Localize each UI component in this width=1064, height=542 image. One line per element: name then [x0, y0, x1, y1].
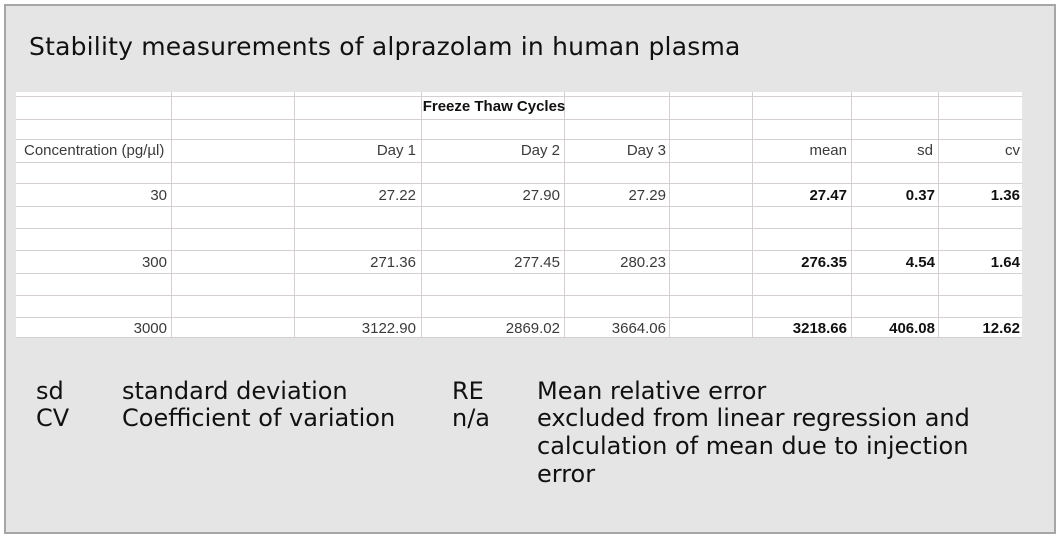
table-cell-day2: 2869.02 — [505, 320, 560, 337]
grid-line — [16, 273, 1022, 274]
grid-line — [16, 206, 1022, 207]
grid-line — [16, 317, 1022, 318]
column-header-sd: sd — [917, 142, 933, 159]
column-header-mean: mean — [809, 142, 847, 159]
table-cell-concentration: 3000 — [133, 320, 167, 337]
legend-sd-abbr: sd — [36, 377, 64, 405]
grid-line — [16, 250, 1022, 251]
grid-line — [16, 162, 1022, 163]
table-cell-day2: 277.45 — [514, 254, 560, 271]
table-cell-mean: 3218.66 — [792, 320, 847, 337]
legend-na-text-line1: excluded from linear regression and — [537, 404, 970, 432]
column-header-concentration: Concentration (pg/µl) — [24, 142, 165, 159]
grid-line — [16, 119, 1022, 120]
table-cell-mean: 276.35 — [801, 254, 847, 271]
column-header-cv: cv — [1005, 142, 1020, 159]
table-cell-day1: 271.36 — [370, 254, 416, 271]
table-cell-day3: 280.23 — [620, 254, 666, 271]
column-header-day3: Day 3 — [626, 142, 666, 159]
table-cell-day3: 27.29 — [628, 187, 666, 204]
grid-line — [16, 183, 1022, 184]
legend-re-abbr: RE — [452, 377, 484, 405]
page-title: Stability measurements of alprazolam in human plasma — [29, 32, 741, 61]
grid-line — [171, 92, 172, 338]
legend-sd-text: standard deviation — [122, 377, 348, 405]
table-cell-concentration: 30 — [150, 187, 167, 204]
grid-line — [752, 92, 753, 338]
legend-na-text-line3: error — [537, 460, 596, 488]
table-cell-day3: 3664.06 — [611, 320, 666, 337]
column-header-day1: Day 1 — [376, 142, 416, 159]
grid-line — [669, 92, 670, 338]
grid-line — [564, 92, 565, 338]
grid-line — [16, 295, 1022, 296]
grid-line — [851, 92, 852, 338]
grid-line — [938, 92, 939, 338]
legend-na-text-line2: calculation of mean due to injection — [537, 432, 969, 460]
legend-cv-abbr: CV — [36, 404, 70, 432]
table-cell-day1: 27.22 — [378, 187, 416, 204]
table-cell-mean: 27.47 — [809, 187, 847, 204]
table-cell-cv: 12.62 — [982, 320, 1020, 337]
table-cell-concentration: 300 — [141, 254, 167, 271]
table-cell-day2: 27.90 — [522, 187, 560, 204]
legend-na-abbr: n/a — [452, 404, 491, 432]
legend-re-text: Mean relative error — [537, 377, 767, 405]
column-header-day2: Day 2 — [520, 142, 560, 159]
figure-panel — [4, 4, 1056, 534]
table-cell-cv: 1.64 — [990, 254, 1020, 271]
data-table — [16, 92, 1022, 338]
table-cell-sd: 0.37 — [905, 187, 935, 204]
legend-cv-text: Coefficient of variation — [122, 404, 396, 432]
table-cell-sd: 406.08 — [889, 320, 935, 337]
table-cell-sd: 4.54 — [905, 254, 935, 271]
grid-line — [421, 92, 422, 338]
grid-line — [294, 92, 295, 338]
table-cell-day1: 3122.90 — [361, 320, 416, 337]
grid-line — [16, 228, 1022, 229]
table-cell-cv: 1.36 — [990, 187, 1020, 204]
group-header: Freeze Thaw Cycles — [422, 98, 566, 115]
grid-line — [16, 139, 1022, 140]
